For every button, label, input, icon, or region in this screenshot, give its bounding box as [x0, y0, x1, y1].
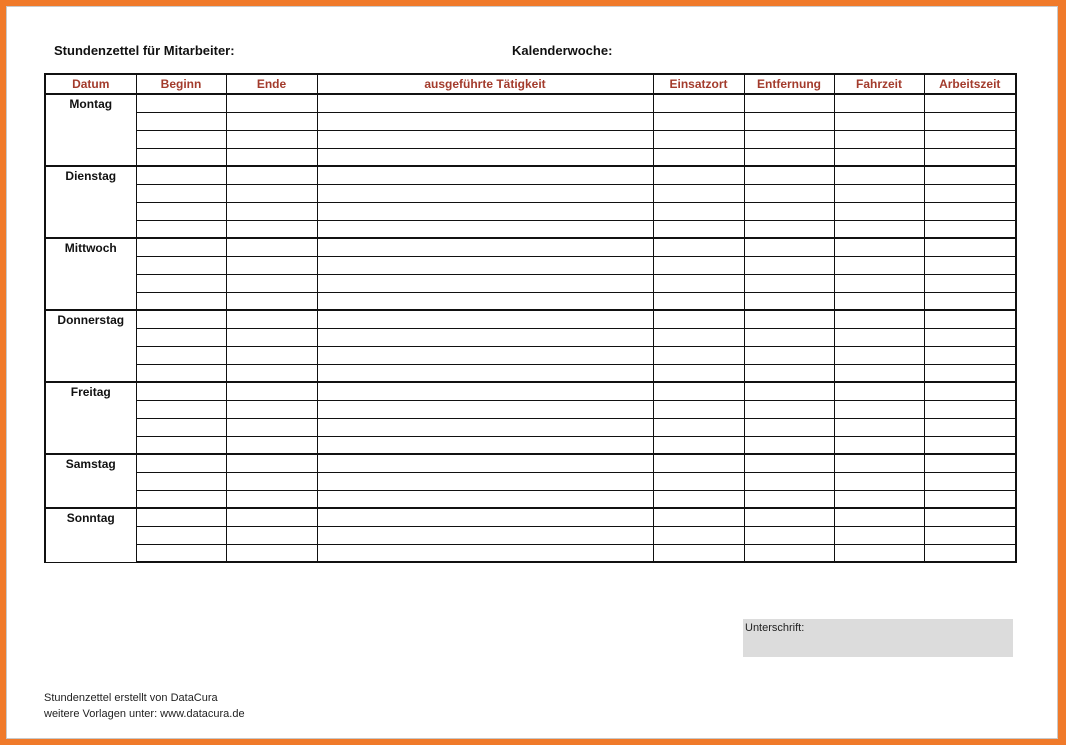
- entry-cell[interactable]: [136, 508, 226, 526]
- entry-cell[interactable]: [226, 346, 317, 364]
- entry-cell[interactable]: [653, 256, 744, 274]
- entry-cell[interactable]: [744, 346, 834, 364]
- entry-cell[interactable]: [317, 400, 653, 418]
- entry-cell[interactable]: [317, 274, 653, 292]
- header-row: [45, 74, 1016, 94]
- entry-cell[interactable]: [136, 94, 226, 112]
- entry-cell[interactable]: [226, 472, 317, 490]
- entry-cell[interactable]: [834, 454, 924, 472]
- entry-cell[interactable]: [924, 256, 1016, 274]
- column-header: Beginn: [136, 74, 226, 94]
- entry-cell[interactable]: [834, 220, 924, 238]
- entry-cell[interactable]: [136, 184, 226, 202]
- entry-cell[interactable]: [653, 400, 744, 418]
- entry-cell[interactable]: [653, 220, 744, 238]
- table-row: [45, 112, 1016, 130]
- entry-cell[interactable]: [744, 292, 834, 310]
- entry-cell[interactable]: [653, 382, 744, 400]
- entry-cell[interactable]: [136, 418, 226, 436]
- entry-cell[interactable]: [744, 310, 834, 328]
- entry-cell[interactable]: [744, 130, 834, 148]
- entry-cell[interactable]: [317, 508, 653, 526]
- entry-cell[interactable]: [924, 382, 1016, 400]
- entry-cell[interactable]: [226, 364, 317, 382]
- footer: [44, 690, 245, 722]
- entry-cell[interactable]: [834, 382, 924, 400]
- entry-cell[interactable]: [924, 526, 1016, 544]
- entry-cell[interactable]: [226, 202, 317, 220]
- table-row: [45, 400, 1016, 418]
- day-label: Samstag: [45, 454, 136, 508]
- entry-cell[interactable]: [834, 490, 924, 508]
- entry-cell[interactable]: [317, 238, 653, 256]
- table-row: [45, 544, 1016, 562]
- entry-cell[interactable]: [136, 274, 226, 292]
- entry-cell[interactable]: [744, 220, 834, 238]
- entry-cell[interactable]: [136, 238, 226, 256]
- entry-cell[interactable]: [317, 544, 653, 562]
- entry-cell[interactable]: [653, 544, 744, 562]
- entry-cell[interactable]: [924, 436, 1016, 454]
- table-row: [45, 94, 1016, 112]
- table-row: [45, 310, 1016, 328]
- entry-cell[interactable]: [924, 310, 1016, 328]
- column-header: Entfernung: [744, 74, 834, 94]
- entry-cell[interactable]: [834, 184, 924, 202]
- entry-cell[interactable]: [136, 130, 226, 148]
- table-row: [45, 238, 1016, 256]
- entry-cell[interactable]: [653, 346, 744, 364]
- entry-cell[interactable]: [136, 526, 226, 544]
- entry-cell[interactable]: [226, 436, 317, 454]
- entry-cell[interactable]: [317, 292, 653, 310]
- entry-cell[interactable]: [653, 184, 744, 202]
- day-label: Dienstag: [45, 166, 136, 238]
- entry-cell[interactable]: [744, 436, 834, 454]
- entry-cell[interactable]: [924, 202, 1016, 220]
- entry-cell[interactable]: [653, 508, 744, 526]
- entry-cell[interactable]: [226, 382, 317, 400]
- column-header: Fahrzeit: [834, 74, 924, 94]
- entry-cell[interactable]: [317, 220, 653, 238]
- entry-cell[interactable]: [317, 256, 653, 274]
- timesheet-table: [44, 73, 1017, 563]
- entry-cell[interactable]: [136, 454, 226, 472]
- table-row: [45, 130, 1016, 148]
- entry-cell[interactable]: [653, 526, 744, 544]
- entry-cell[interactable]: [317, 94, 653, 112]
- table-row: [45, 256, 1016, 274]
- entry-cell[interactable]: [136, 310, 226, 328]
- day-label: Mittwoch: [45, 238, 136, 310]
- day-label: Sonntag: [45, 508, 136, 562]
- entry-cell[interactable]: [653, 454, 744, 472]
- day-label: Donnerstag: [45, 310, 136, 382]
- timesheet-body: [45, 94, 1016, 562]
- entry-cell[interactable]: [226, 418, 317, 436]
- entry-cell[interactable]: [924, 184, 1016, 202]
- entry-cell[interactable]: [744, 526, 834, 544]
- entry-cell[interactable]: [924, 220, 1016, 238]
- entry-cell[interactable]: [136, 544, 226, 562]
- entry-cell[interactable]: [744, 94, 834, 112]
- table-row: [45, 364, 1016, 382]
- entry-cell[interactable]: [317, 364, 653, 382]
- entry-cell[interactable]: [317, 148, 653, 166]
- footer-link: weitere Vorlagen unter: www.datacura.de: [44, 708, 245, 720]
- table-row: [45, 148, 1016, 166]
- entry-cell[interactable]: [924, 418, 1016, 436]
- table-row: [45, 508, 1016, 526]
- entry-cell[interactable]: [226, 328, 317, 346]
- entry-cell[interactable]: [317, 166, 653, 184]
- entry-cell[interactable]: [317, 130, 653, 148]
- entry-cell[interactable]: [317, 112, 653, 130]
- entry-cell[interactable]: [317, 490, 653, 508]
- entry-cell[interactable]: [317, 418, 653, 436]
- entry-cell[interactable]: [136, 202, 226, 220]
- entry-cell[interactable]: [834, 292, 924, 310]
- entry-cell[interactable]: [653, 364, 744, 382]
- entry-cell[interactable]: [744, 184, 834, 202]
- entry-cell[interactable]: [744, 238, 834, 256]
- entry-cell[interactable]: [653, 472, 744, 490]
- entry-cell[interactable]: [744, 328, 834, 346]
- entry-cell[interactable]: [317, 526, 653, 544]
- entry-cell[interactable]: [653, 112, 744, 130]
- entry-cell[interactable]: [834, 274, 924, 292]
- entry-cell[interactable]: [653, 292, 744, 310]
- entry-cell[interactable]: [136, 148, 226, 166]
- entry-cell[interactable]: [924, 94, 1016, 112]
- table-row: [45, 166, 1016, 184]
- entry-cell[interactable]: [317, 472, 653, 490]
- entry-cell[interactable]: [226, 400, 317, 418]
- entry-cell[interactable]: [744, 472, 834, 490]
- entry-cell[interactable]: [317, 436, 653, 454]
- entry-cell[interactable]: [834, 436, 924, 454]
- entry-cell[interactable]: [744, 256, 834, 274]
- entry-cell[interactable]: [136, 346, 226, 364]
- entry-cell[interactable]: [924, 364, 1016, 382]
- entry-cell[interactable]: [226, 94, 317, 112]
- entry-cell[interactable]: [744, 202, 834, 220]
- footer-credit: Stundenzettel erstellt von DataCura: [44, 692, 218, 704]
- entry-cell[interactable]: [834, 94, 924, 112]
- signature-label: Unterschrift:: [745, 622, 805, 634]
- table-row: [45, 472, 1016, 490]
- entry-cell[interactable]: [226, 490, 317, 508]
- entry-cell[interactable]: [136, 256, 226, 274]
- entry-cell[interactable]: [834, 166, 924, 184]
- entry-cell[interactable]: [834, 418, 924, 436]
- column-header: ausgeführte Tätigkeit: [317, 74, 653, 94]
- entry-cell[interactable]: [744, 490, 834, 508]
- entry-cell[interactable]: [834, 526, 924, 544]
- entry-cell[interactable]: [653, 328, 744, 346]
- entry-cell[interactable]: [924, 112, 1016, 130]
- entry-cell[interactable]: [653, 202, 744, 220]
- signature-field[interactable]: [743, 619, 1013, 657]
- entry-cell[interactable]: [226, 544, 317, 562]
- entry-cell[interactable]: [226, 454, 317, 472]
- entry-cell[interactable]: [834, 472, 924, 490]
- entry-cell[interactable]: [226, 292, 317, 310]
- entry-cell[interactable]: [226, 184, 317, 202]
- table-row: [45, 418, 1016, 436]
- entry-cell[interactable]: [744, 112, 834, 130]
- entry-cell[interactable]: [924, 166, 1016, 184]
- entry-cell[interactable]: [136, 292, 226, 310]
- entry-cell[interactable]: [136, 400, 226, 418]
- entry-cell[interactable]: [924, 508, 1016, 526]
- column-header: Einsatzort: [653, 74, 744, 94]
- entry-cell[interactable]: [136, 490, 226, 508]
- entry-cell[interactable]: [834, 508, 924, 526]
- entry-cell[interactable]: [834, 544, 924, 562]
- entry-cell[interactable]: [136, 472, 226, 490]
- table-row: [45, 490, 1016, 508]
- column-header: Ende: [226, 74, 317, 94]
- entry-cell[interactable]: [834, 238, 924, 256]
- entry-cell[interactable]: [834, 148, 924, 166]
- table-row: [45, 202, 1016, 220]
- entry-cell[interactable]: [924, 544, 1016, 562]
- day-label: Montag: [45, 94, 136, 166]
- entry-cell[interactable]: [136, 382, 226, 400]
- entry-cell[interactable]: [136, 112, 226, 130]
- entry-cell[interactable]: [834, 310, 924, 328]
- entry-cell[interactable]: [653, 436, 744, 454]
- entry-cell[interactable]: [317, 310, 653, 328]
- entry-cell[interactable]: [226, 238, 317, 256]
- entry-cell[interactable]: [834, 364, 924, 382]
- table-row: [45, 436, 1016, 454]
- entry-cell[interactable]: [653, 166, 744, 184]
- entry-cell[interactable]: [653, 310, 744, 328]
- entry-cell[interactable]: [834, 130, 924, 148]
- entry-cell[interactable]: [317, 454, 653, 472]
- entry-cell[interactable]: [226, 166, 317, 184]
- entry-cell[interactable]: [226, 256, 317, 274]
- entry-cell[interactable]: [317, 184, 653, 202]
- entry-cell[interactable]: [653, 130, 744, 148]
- entry-cell[interactable]: [834, 328, 924, 346]
- table-row: [45, 346, 1016, 364]
- entry-cell[interactable]: [226, 130, 317, 148]
- entry-cell[interactable]: [834, 346, 924, 364]
- entry-cell[interactable]: [924, 292, 1016, 310]
- entry-cell[interactable]: [924, 472, 1016, 490]
- table-row: [45, 526, 1016, 544]
- entry-cell[interactable]: [744, 508, 834, 526]
- entry-cell[interactable]: [924, 454, 1016, 472]
- entry-cell[interactable]: [834, 112, 924, 130]
- entry-cell[interactable]: [924, 130, 1016, 148]
- entry-cell[interactable]: [226, 274, 317, 292]
- entry-cell[interactable]: [834, 400, 924, 418]
- entry-cell[interactable]: [226, 112, 317, 130]
- table-row: [45, 328, 1016, 346]
- entry-cell[interactable]: [744, 382, 834, 400]
- table-row: [45, 292, 1016, 310]
- entry-cell[interactable]: [136, 436, 226, 454]
- entry-cell[interactable]: [924, 346, 1016, 364]
- entry-cell[interactable]: [653, 94, 744, 112]
- day-label: Freitag: [45, 382, 136, 454]
- entry-cell[interactable]: [653, 274, 744, 292]
- entry-cell[interactable]: [317, 202, 653, 220]
- entry-cell[interactable]: [744, 454, 834, 472]
- table-row: [45, 184, 1016, 202]
- entry-cell[interactable]: [744, 148, 834, 166]
- table-row: [45, 454, 1016, 472]
- entry-cell[interactable]: [653, 490, 744, 508]
- entry-cell[interactable]: [924, 400, 1016, 418]
- entry-cell[interactable]: [226, 148, 317, 166]
- entry-cell[interactable]: [744, 400, 834, 418]
- employee-title: Stundenzettel für Mitarbeiter:: [54, 43, 235, 58]
- entry-cell[interactable]: [317, 346, 653, 364]
- entry-cell[interactable]: [653, 418, 744, 436]
- entry-cell[interactable]: [744, 418, 834, 436]
- entry-cell[interactable]: [136, 328, 226, 346]
- entry-cell[interactable]: [924, 274, 1016, 292]
- column-header: Arbeitszeit: [924, 74, 1016, 94]
- entry-cell[interactable]: [653, 238, 744, 256]
- entry-cell[interactable]: [924, 490, 1016, 508]
- entry-cell[interactable]: [226, 220, 317, 238]
- entry-cell[interactable]: [924, 238, 1016, 256]
- entry-cell[interactable]: [834, 202, 924, 220]
- entry-cell[interactable]: [136, 364, 226, 382]
- entry-cell[interactable]: [136, 166, 226, 184]
- table-row: [45, 382, 1016, 400]
- table-row: [45, 274, 1016, 292]
- entry-cell[interactable]: [924, 328, 1016, 346]
- entry-cell[interactable]: [226, 508, 317, 526]
- entry-cell[interactable]: [924, 148, 1016, 166]
- entry-cell[interactable]: [744, 364, 834, 382]
- entry-cell[interactable]: [834, 256, 924, 274]
- entry-cell[interactable]: [653, 148, 744, 166]
- entry-cell[interactable]: [744, 166, 834, 184]
- entry-cell[interactable]: [317, 382, 653, 400]
- entry-cell[interactable]: [226, 526, 317, 544]
- entry-cell[interactable]: [317, 328, 653, 346]
- calendar-week-title: Kalenderwoche:: [512, 43, 613, 58]
- table-row: [45, 220, 1016, 238]
- entry-cell[interactable]: [226, 310, 317, 328]
- column-header: Datum: [45, 74, 136, 94]
- entry-cell[interactable]: [744, 544, 834, 562]
- entry-cell[interactable]: [744, 274, 834, 292]
- entry-cell[interactable]: [136, 220, 226, 238]
